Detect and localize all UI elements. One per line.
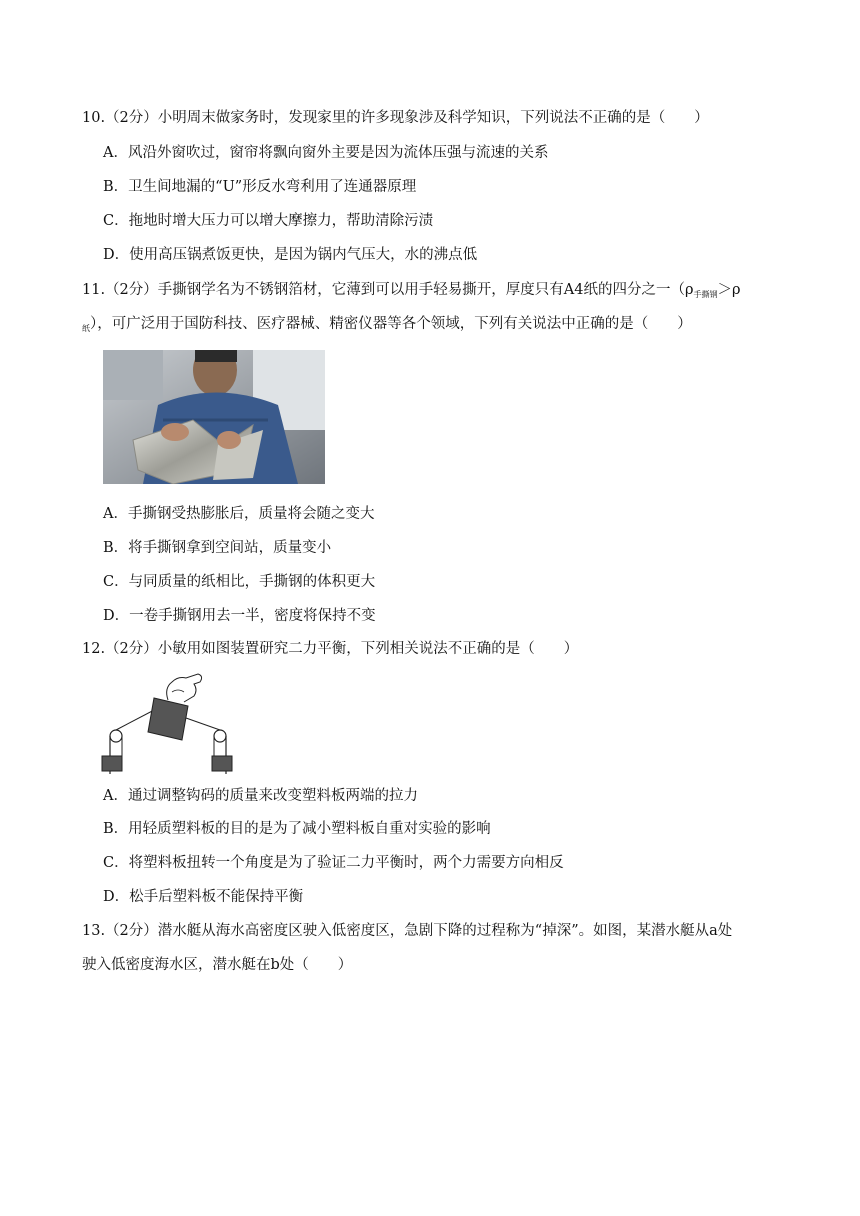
question-11-option-c: C．与同质量的纸相比，手撕钢的体积更大 — [103, 574, 376, 590]
question-11-option-d: D．一卷手撕钢用去一半，密度将保持不变 — [103, 608, 376, 624]
question-12-option-b: B．用轻质塑料板的目的是为了减小塑料板自重对实验的影响 — [103, 821, 491, 837]
question-10-option-d: D．使用高压锅煮饭更快，是因为锅内气压大，水的沸点低 — [103, 247, 478, 263]
question-12-option-c: C．将塑料板扭转一个角度是为了验证二力平衡时，两个力需要方向相反 — [103, 855, 564, 871]
question-12-option-d: D．松手后塑料板不能保持平衡 — [103, 889, 304, 905]
question-13-stem-line2: 驶入低密度海水区，潜水艇在b处（ ） — [82, 957, 353, 973]
photo-hand-tearing-steel-foil — [103, 350, 325, 484]
question-10-stem: 10.（2分）小明周末做家务时，发现家里的许多现象涉及科学知识，下列说法不正确的是（ ） — [82, 110, 709, 126]
density-comparison: ＞ρ — [717, 282, 741, 298]
density-subscript-steel: 手撕钢 — [693, 290, 718, 299]
question-12-stem: 12.（2分）小敏用如图装置研究二力平衡，下列相关说法不正确的是（ ） — [82, 641, 579, 657]
density-subscript-paper: 纸 — [82, 324, 90, 333]
steel-foil-photo-icon — [103, 350, 325, 484]
question-10-option-b: B．卫生间地漏的“U”形反水弯利用了连通器原理 — [103, 179, 417, 195]
question-11-stem-text-2: ），可广泛用于国防科技、医疗器械、精密仪器等各个领域，下列有关说法中正确的是（ ） — [90, 316, 692, 332]
question-13-stem-line1: 13.（2分）潜水艇从海水高密度区驶入低密度区，急剧下降的过程称为“掉深”。如图，某潜水艇从a处 — [82, 923, 733, 939]
balance-apparatus-icon — [98, 670, 238, 774]
question-11-option-b: B．将手撕钢拿到空间站，质量变小 — [103, 540, 332, 556]
question-11-stem-line2 — [82, 314, 692, 336]
question-10-option-a: A．风沿外窗吹过，窗帘将飘向窗外主要是因为流体压强与流速的关系 — [103, 145, 549, 161]
question-11-stem-line1 — [82, 280, 741, 302]
question-11-stem-text: 11.（2分）手撕钢学名为不锈钢箔材，它薄到可以用手轻易撕开，厚度只有A4纸的四分之一（ρ — [82, 282, 694, 298]
question-12-option-a: A．通过调整钩码的质量来改变塑料板两端的拉力 — [103, 788, 418, 804]
two-force-balance-apparatus — [98, 670, 238, 774]
question-11-option-a: A．手撕钢受热膨胀后，质量将会随之变大 — [103, 506, 375, 522]
question-10-option-c: C．拖地时增大压力可以增大摩擦力，帮助清除污渍 — [103, 213, 434, 229]
